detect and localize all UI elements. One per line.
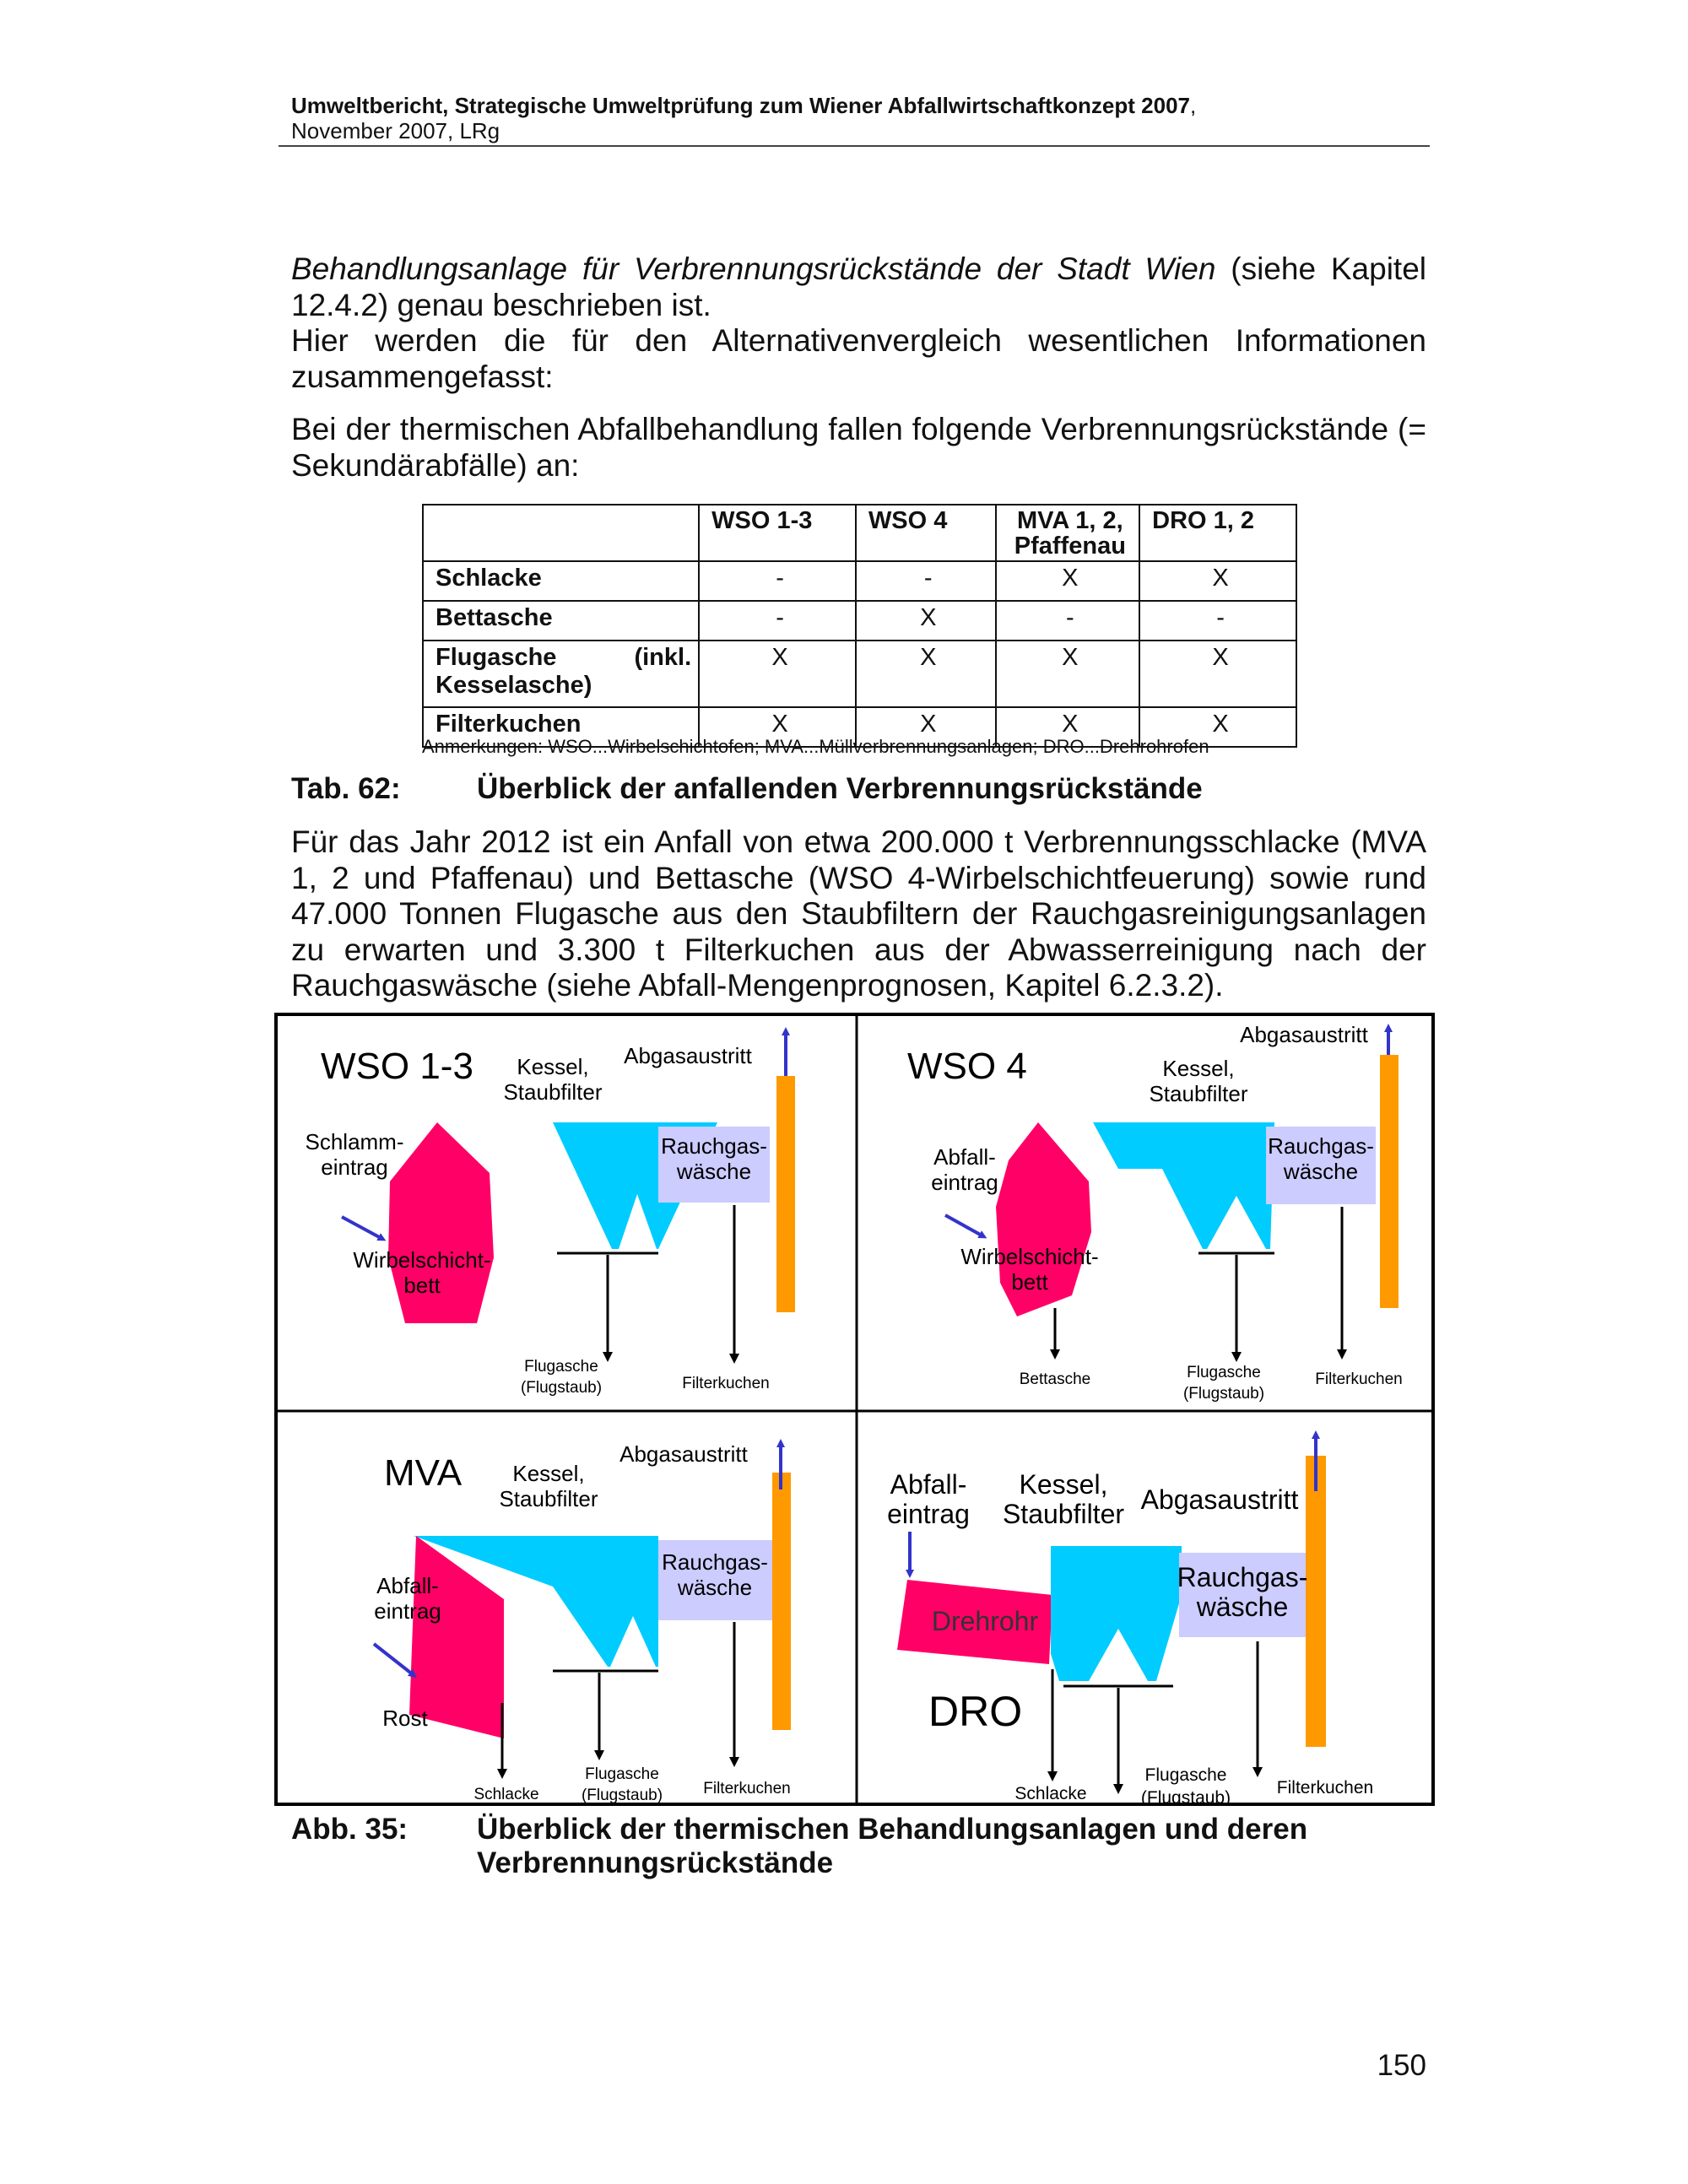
label-staubfilter: Staubfilter <box>1149 1081 1248 1106</box>
label-waesche: wäsche <box>1283 1159 1359 1184</box>
label-rost: Rost <box>382 1706 428 1731</box>
label-flugasche: Flugasche <box>524 1358 598 1376</box>
intro-line2: Hier werden die für den Alternativenvergleich wesentlichen Informationen zusammengefasst: <box>291 323 1426 394</box>
table-caption-number: Tab. 62: <box>291 772 401 805</box>
header-rule <box>279 145 1430 147</box>
col-header: WSO 1-3 <box>699 505 856 561</box>
table-header-row <box>423 505 1296 561</box>
table-note: Anmerkungen: WSO...Wirbelschichtofen; MVA...Müllverbrennungsanlagen; DRO...Drehrohrofen <box>422 736 1209 757</box>
label-drehrohr: Drehrohr <box>931 1606 1039 1636</box>
label-abgasaustritt: Abgasaustritt <box>619 1441 748 1467</box>
label-wirbelschicht: Wirbelschicht- <box>960 1244 1099 1269</box>
label-wirbelschicht: Wirbelschicht- <box>353 1247 491 1273</box>
residues-table <box>422 504 1297 748</box>
running-header-subtitle: November 2007, LRg <box>291 118 500 143</box>
label-schlacke: Schlacke <box>473 1786 539 1803</box>
label-filterkuchen: Filterkuchen <box>1276 1778 1374 1797</box>
label-bett: bett <box>403 1273 441 1298</box>
table-row <box>423 561 1296 601</box>
table-caption-text: Überblick der anfallenden Verbrennungsrückstände <box>477 772 1203 805</box>
label-waesche: wäsche <box>676 1159 752 1184</box>
stack <box>1306 1456 1326 1747</box>
stack <box>776 1076 795 1312</box>
label-flugasche: Flugasche <box>1144 1765 1227 1785</box>
label-staubfilter: Staubfilter <box>503 1079 603 1105</box>
label-abgasaustritt: Abgasaustritt <box>624 1043 752 1068</box>
table-row <box>423 601 1296 641</box>
label-abfall: Abfall- <box>890 1469 967 1500</box>
label-filterkuchen: Filterkuchen <box>703 1780 791 1797</box>
label-flugstaub: (Flugstaub) <box>581 1787 663 1804</box>
col-header: WSO 4 <box>856 505 996 561</box>
label-rauchgas: Rauchgas- <box>1177 1562 1308 1592</box>
label-flugstaub: (Flugstaub) <box>1182 1385 1265 1403</box>
label-waesche: wäsche <box>677 1575 753 1600</box>
label-bettasche: Bettasche <box>1019 1370 1091 1388</box>
figure-caption-line1: Überblick der thermischen Behandlungsanlagen und deren <box>477 1813 1308 1846</box>
table-cell: - <box>1139 601 1296 641</box>
table-cell: X <box>996 641 1140 707</box>
table-cell: X <box>1139 561 1296 601</box>
table-corner <box>423 505 699 561</box>
label-flugasche: Flugasche <box>585 1765 659 1783</box>
label-abfall: Abfall- <box>376 1573 439 1598</box>
label-eintrag: eintrag <box>321 1154 388 1180</box>
row-label: Flugasche (inkl. Kesselasche) <box>423 641 699 707</box>
label-kessel: Kessel, <box>512 1461 585 1486</box>
table-cell: - <box>856 561 996 601</box>
label-kessel: Kessel, <box>1162 1056 1235 1081</box>
stack <box>1380 1055 1399 1308</box>
table-cell: X <box>1139 641 1296 707</box>
table-cell: X <box>856 641 996 707</box>
label-abfall: Abfall- <box>933 1144 996 1170</box>
stack <box>772 1473 791 1730</box>
figure-caption-number: Abb. 35: <box>291 1813 408 1846</box>
intro-paragraph <box>291 251 1426 323</box>
col-header: MVA 1, 2, Pfaffenau <box>996 505 1140 561</box>
running-header-title: Umweltbericht, Strategische Umweltprüfung zum Wiener Abfallwirtschaftkonzept 2007, <box>291 93 1197 118</box>
table-cell: X <box>996 707 1140 747</box>
page-number: 150 <box>1377 2049 1426 2082</box>
treatment-plants-figure <box>274 1013 1435 1806</box>
intro-italic: Behandlungsanlage für Verbrennungsrückstände der Stadt Wien <box>291 251 1216 286</box>
col-header: DRO 1, 2 <box>1139 505 1296 561</box>
table-cell: X <box>699 707 856 747</box>
row-label: Filterkuchen <box>423 707 699 747</box>
label-rauchgas: Rauchgas- <box>662 1549 768 1575</box>
table-cell: - <box>996 601 1140 641</box>
label-eintrag: eintrag <box>887 1499 970 1529</box>
label-kessel: Kessel, <box>517 1054 589 1079</box>
paragraph-residues: Bei der thermischen Abfallbehandlung fallen folgende Verbrennungsrückstände (= Sekundärabfälle) an: <box>291 412 1426 483</box>
label-schlacke: Schlacke <box>1014 1784 1087 1803</box>
label-rauchgas: Rauchgas- <box>661 1133 767 1159</box>
label-staubfilter: Staubfilter <box>1002 1499 1125 1529</box>
label-filterkuchen: Filterkuchen <box>1315 1370 1403 1388</box>
label-abgasaustritt: Abgasaustritt <box>1140 1484 1299 1515</box>
table-cell: - <box>699 561 856 601</box>
table-row <box>423 641 1296 707</box>
table-cell: X <box>856 601 996 641</box>
table-cell: X <box>699 641 856 707</box>
intro-rest: (siehe Kapitel 12.4.2) genau beschrieben ist. <box>291 251 1427 322</box>
row-label: Schlacke <box>423 561 699 601</box>
panel-title-wso13: WSO 1-3 <box>321 1046 473 1087</box>
label-filterkuchen: Filterkuchen <box>682 1375 770 1392</box>
label-bett: bett <box>1011 1269 1048 1295</box>
label-flugstaub: (Flugstaub) <box>1140 1788 1231 1806</box>
label-waesche: wäsche <box>1196 1592 1289 1622</box>
label-eintrag: eintrag <box>931 1170 998 1195</box>
table-cell: X <box>996 561 1140 601</box>
label-flugstaub: (Flugstaub) <box>520 1379 603 1397</box>
label-abgasaustritt: Abgasaustritt <box>1240 1022 1368 1047</box>
label-schlamm: Schlamm- <box>305 1129 404 1154</box>
panel-title-mva: MVA <box>384 1452 463 1494</box>
row-label: Bettasche <box>423 601 699 641</box>
label-kessel: Kessel, <box>1019 1469 1108 1500</box>
label-rauchgas: Rauchgas- <box>1268 1133 1374 1159</box>
label-flugasche: Flugasche <box>1187 1364 1261 1381</box>
table-cell: X <box>856 707 996 747</box>
panel-title-wso4: WSO 4 <box>907 1046 1027 1087</box>
figure-caption-line2: Verbrennungsrückstände <box>477 1846 834 1879</box>
table-cell: - <box>699 601 856 641</box>
table-cell: X <box>1139 707 1296 747</box>
label-eintrag: eintrag <box>374 1598 441 1624</box>
paragraph-quantities: Für das Jahr 2012 ist ein Anfall von etwa 200.000 t Verbrennungsschlacke (MVA 1, 2 und Pfaffenau) und Bettasche (WSO 4-Wirbelschichtfeuerung) sowie rund 47.000 Tonnen Flugasche aus den Staubfiltern der Rauchgasreinigungsanlagen zu erwarten und 3.300 t Filterkuchen aus der Abwasserreinigung nach der Rauchgaswäsche (siehe Abfall-Mengenprognosen, Kapitel 6.2.3.2). <box>291 824 1426 1003</box>
panel-title-dro: DRO <box>928 1688 1023 1735</box>
label-staubfilter: Staubfilter <box>499 1486 598 1511</box>
